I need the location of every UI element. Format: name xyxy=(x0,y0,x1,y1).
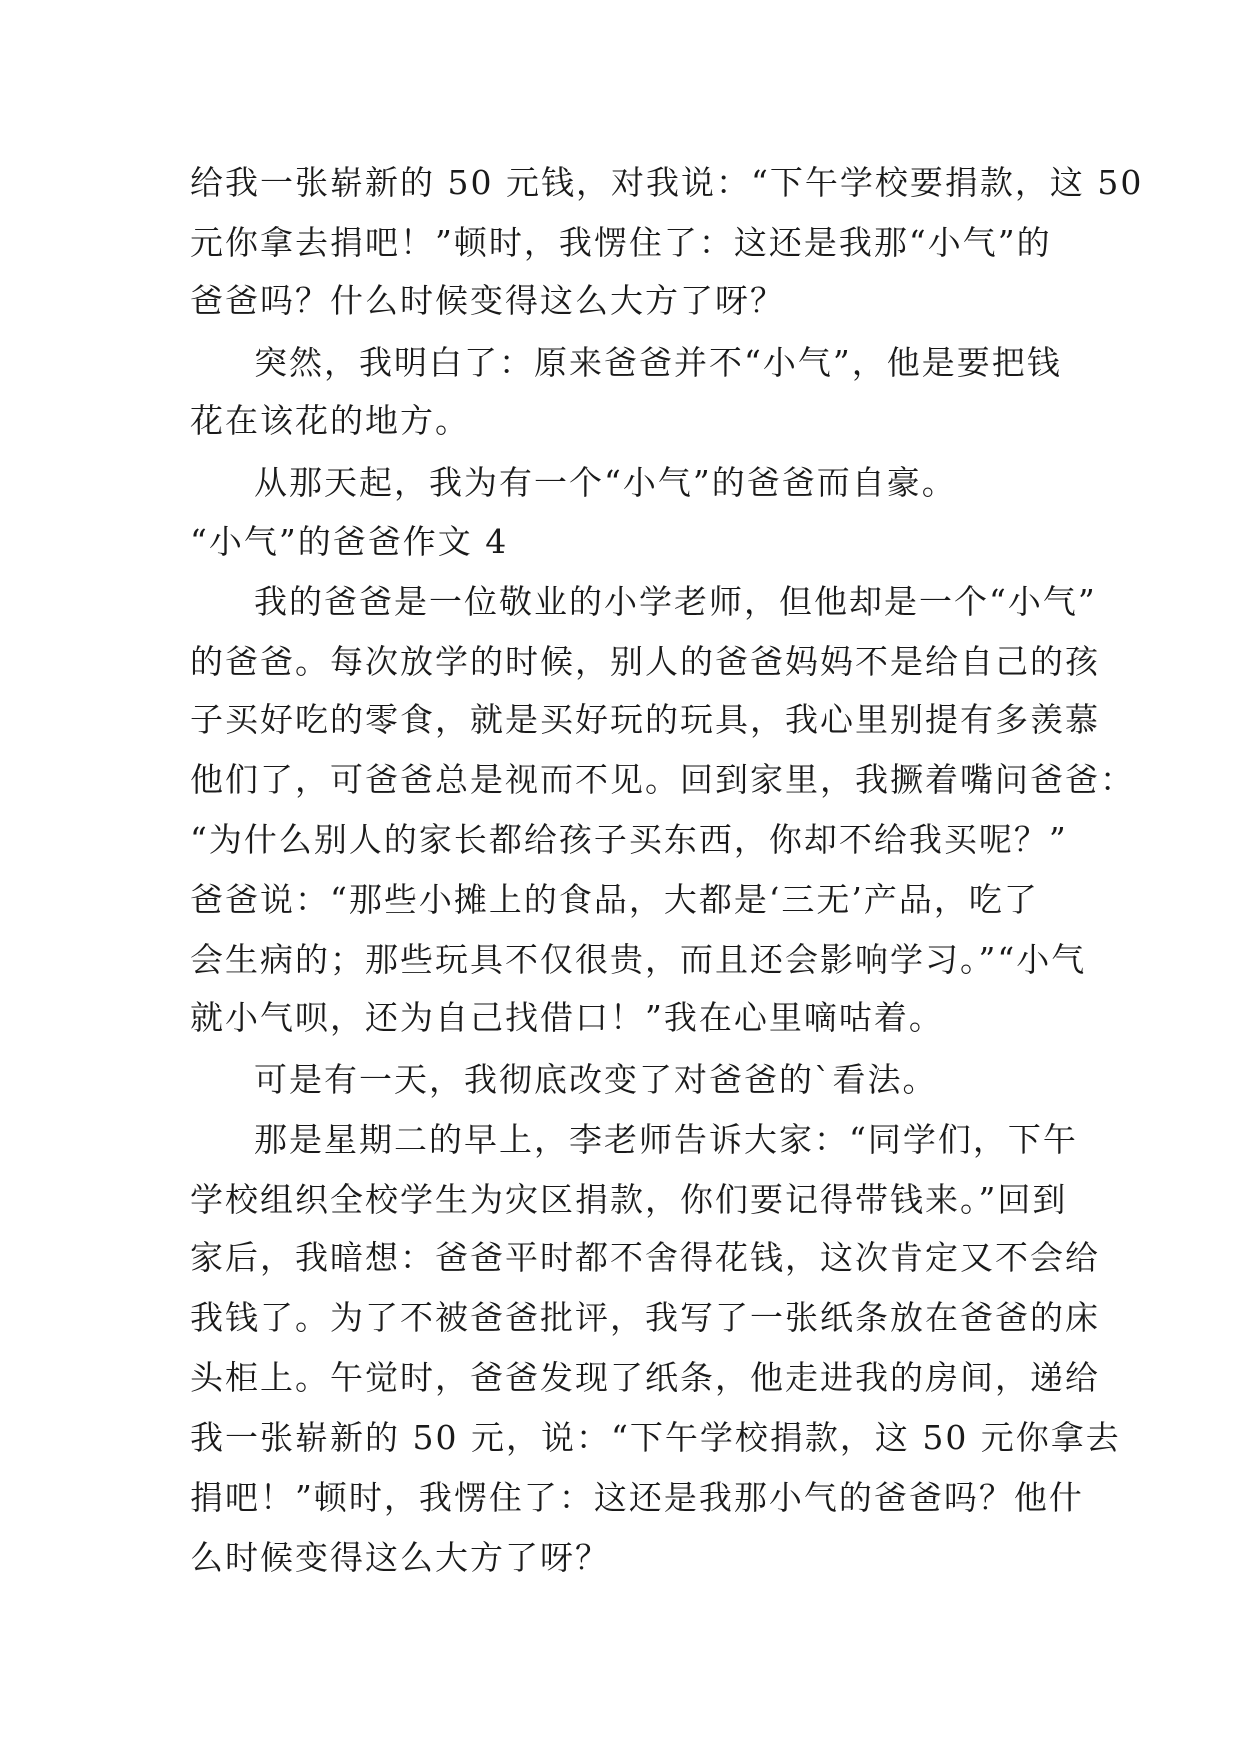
text-line: 我一张崭新的 50 元，说：“下午学校捐款，这 50 元你拿去 xyxy=(190,1418,1121,1457)
text-line: 会生病的；那些玩具不仅很贵，而且还会影响学习。”“小气 xyxy=(190,940,1087,979)
text-line: 头柜上。午觉时，爸爸发现了纸条，他走进我的房间，递给 xyxy=(190,1358,1100,1397)
text-line: 捐吧！”顿时，我愣住了：这还是我那小气的爸爸吗？他什 xyxy=(190,1478,1084,1517)
text-line: 学校组织全校学生为灾区捐款，你们要记得带钱来。”回到 xyxy=(190,1180,1068,1219)
section-heading: “小气”的爸爸作文 4 xyxy=(190,522,509,561)
paragraph-first-line: 从那天起，我为有一个“小气”的爸爸而自豪。 xyxy=(254,463,957,502)
text-line: 子买好吃的零食，就是买好玩的玩具，我心里别提有多羡慕 xyxy=(190,700,1100,739)
text-line: 爸爸吗？什么时候变得这么大方了呀？ xyxy=(190,281,785,320)
text-line: 么时候变得这么大方了呀？ xyxy=(190,1538,610,1577)
paragraph-first-line: 我的爸爸是一位敬业的小学老师，但他却是一个“小气” xyxy=(254,582,1097,621)
text-line: 爸爸说：“那些小摊上的食品，大都是‘三无’产品，吃了 xyxy=(190,880,1039,919)
paragraph-first-line: 突然，我明白了：原来爸爸并不“小气”，他是要把钱 xyxy=(254,343,1062,382)
text-line: 花在该花的地方。 xyxy=(190,401,470,440)
paragraph-first-line: 那是星期二的早上，李老师告诉大家：“同学们，下午 xyxy=(254,1120,1078,1159)
text-line: “为什么别人的家长都给孩子买东西，你却不给我买呢？” xyxy=(190,820,1068,859)
paragraph-first-line: 可是有一天，我彻底改变了对爸爸的`看法。 xyxy=(254,1060,938,1099)
text-line: 元你拿去捐吧！”顿时，我愣住了：这还是我那“小气”的 xyxy=(190,223,1052,262)
text-line: 他们了，可爸爸总是视而不见。回到家里，我撅着嘴问爸爸： xyxy=(190,760,1135,799)
text-line: 给我一张崭新的 50 元钱，对我说：“下午学校要捐款，这 50 xyxy=(190,163,1144,202)
text-line: 就小气呗，还为自己找借口！”我在心里嘀咕着。 xyxy=(190,998,944,1037)
text-line: 的爸爸。每次放学的时候，别人的爸爸妈妈不是给自己的孩 xyxy=(190,642,1100,681)
text-line: 我钱了。为了不被爸爸批评，我写了一张纸条放在爸爸的床 xyxy=(190,1298,1100,1337)
text-line: 家后，我暗想：爸爸平时都不舍得花钱，这次肯定又不会给 xyxy=(190,1238,1100,1277)
